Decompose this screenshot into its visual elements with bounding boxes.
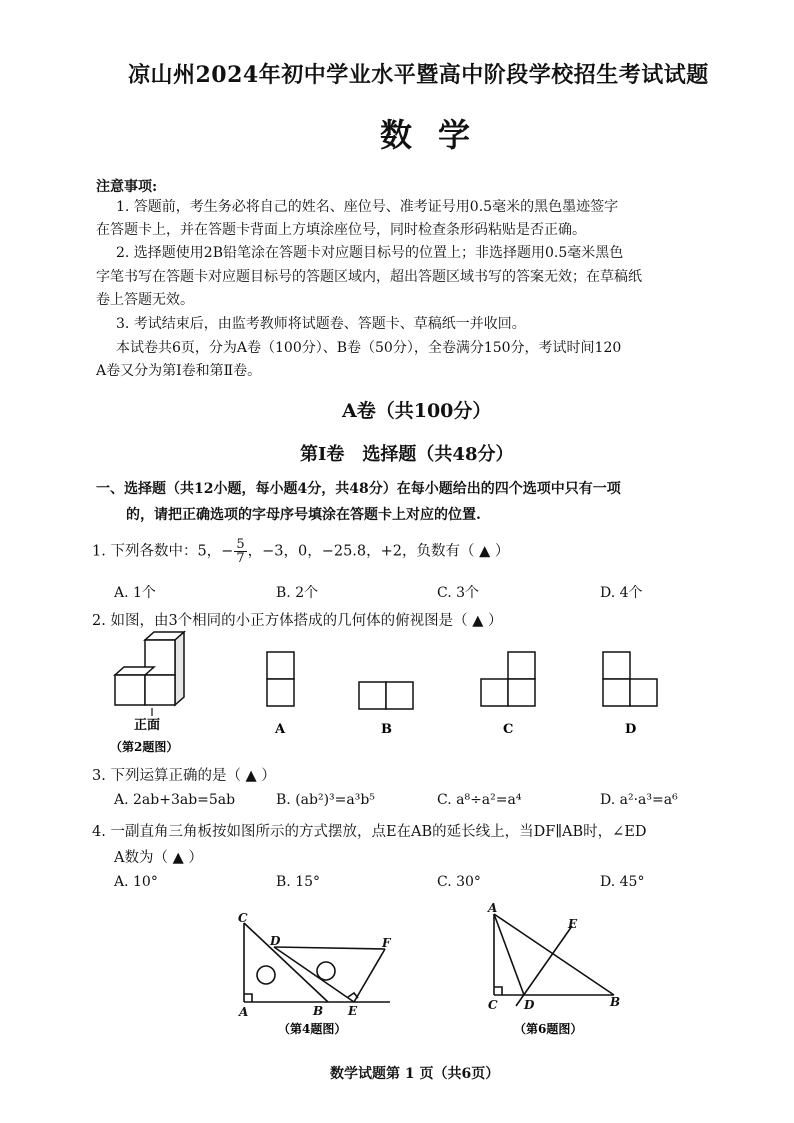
triangle-hole [257, 966, 275, 984]
fraction-numerator: 5 [236, 537, 245, 552]
point-label: A [488, 901, 498, 915]
figure-caption: （第6题图） [514, 1022, 583, 1036]
notice-line: 2. 选择题使用2B铅笔涂在答题卡对应题目标号的位置上；非选择题用0.5毫米黑色 [116, 245, 624, 261]
right-angle-mark [494, 987, 502, 995]
question-4: 4. 一副直角三角板按如图所示的方式摆放，点E在AB的延长线上，当DF∥AB时，∠ED [92, 824, 647, 840]
option-c: C. a⁸÷a²=a⁴ [437, 792, 522, 808]
notice-line: 3. 考试结束后，由监考教师将试题卷、答题卡、草稿纸一并收回。 [116, 316, 526, 332]
triangle-hole [317, 962, 335, 980]
page-footer: 数学试题第 1 页（共6页） [330, 1066, 500, 1082]
choice-instructions: 的，请把正确选项的字母序号填涂在答题卡上对应的位置. [126, 507, 481, 523]
option-b-label: B [381, 722, 392, 737]
segment-ad [494, 914, 524, 995]
segment-ab [494, 914, 614, 995]
option-d-label: D [625, 722, 637, 737]
point-label: F [382, 936, 391, 950]
q4-figure [230, 905, 410, 1040]
option-a-view [267, 652, 294, 706]
point-label: B [610, 995, 621, 1009]
cube-solid [115, 632, 184, 705]
point-label: C [488, 998, 498, 1012]
point-label: B [313, 1004, 324, 1018]
a-volume-heading: A卷（共100分） [342, 400, 492, 422]
option-b: B. 15° [276, 874, 321, 890]
question-4-cont: A数为（ ▲ ） [114, 850, 203, 866]
option-a: A. 10° [114, 874, 158, 890]
q1-text: 1. 下列各数中：5，− [92, 543, 234, 560]
point-label: E [348, 1004, 358, 1018]
front-label: 正面 [134, 718, 161, 733]
option-d: D. 45° [600, 874, 645, 890]
option-a-label: A [275, 722, 286, 737]
segment-cb [244, 923, 328, 1002]
point-label: C [238, 911, 248, 925]
right-angle-mark [244, 994, 252, 1002]
question-2: 2. 如图，由3个相同的小正方体搭成的几何体的俯视图是（ ▲ ） [92, 613, 503, 629]
segment-fe [354, 949, 385, 1002]
notice-line: 字笔书写在答题卡对应题目标号的答题区域内，超出答题区域书写的答案无效；在草稿纸 [96, 269, 642, 285]
subject-title: 数学 [380, 116, 497, 154]
point-label: E [568, 917, 578, 931]
exam-title: 凉山州2024年初中学业水平暨高中阶段学校招生考试试题 [128, 62, 709, 88]
notice-line: 1. 答题前，考生务必将自己的姓名、座位号、准考证号用0.5毫米的黑色墨迹签字 [116, 199, 619, 215]
option-c: C. 3个 [437, 585, 480, 601]
option-c-view [481, 652, 535, 706]
segment-df [274, 947, 385, 949]
option-b-view [359, 682, 413, 709]
notice-line: 本试卷共6页，分为A卷（100分）、B卷（50分），全卷满分150分，考试时间120 [116, 340, 622, 356]
q2-figures [100, 630, 700, 760]
option-b: B. 2个 [276, 585, 319, 601]
option-b: B. (ab²)³=a³b⁵ [276, 792, 375, 808]
option-d: D. 4个 [600, 585, 643, 601]
option-a: A. 2ab+3ab=5ab [114, 792, 236, 808]
figure-caption: （第2题图） [110, 740, 179, 754]
notice-line: 在答题卡上，并在答题卡背面上方填涂座位号，同时检查条形码粘贴是否正确。 [96, 222, 586, 238]
notice-heading: 注意事项: [96, 179, 158, 195]
segment-de [274, 947, 354, 1002]
option-d: D. a²·a³=a⁶ [600, 792, 678, 808]
q1-fraction [234, 538, 246, 565]
choice-instructions: 一、选择题（共12小题，每小题4分，共48分）在每小题给出的四个选项中只有一项 [96, 481, 621, 497]
line-de [516, 926, 572, 1006]
option-c-label: C [503, 722, 514, 737]
part1-heading: 第Ⅰ卷 选择题（共48分） [300, 444, 514, 465]
fraction-denominator: 7 [236, 551, 245, 566]
figure-caption: （第4题图） [278, 1022, 347, 1036]
right-angle-mark [348, 993, 358, 998]
notice-line: A卷又分为第Ⅰ卷和第Ⅱ卷。 [96, 363, 262, 379]
notice-line: 卷上答题无效。 [96, 292, 194, 308]
q1-text: ，−3，0，−25.8，+2，负数有（ ▲ ） [247, 543, 510, 560]
option-d-view [603, 652, 657, 706]
q6-figure [480, 900, 630, 1040]
point-label: D [524, 998, 535, 1012]
question-1 [92, 538, 509, 565]
point-label: A [239, 1005, 249, 1019]
option-c: C. 30° [437, 874, 481, 890]
option-a: A. 1个 [114, 585, 156, 601]
question-3: 3. 下列运算正确的是（ ▲ ） [92, 768, 276, 784]
point-label: D [270, 934, 281, 948]
